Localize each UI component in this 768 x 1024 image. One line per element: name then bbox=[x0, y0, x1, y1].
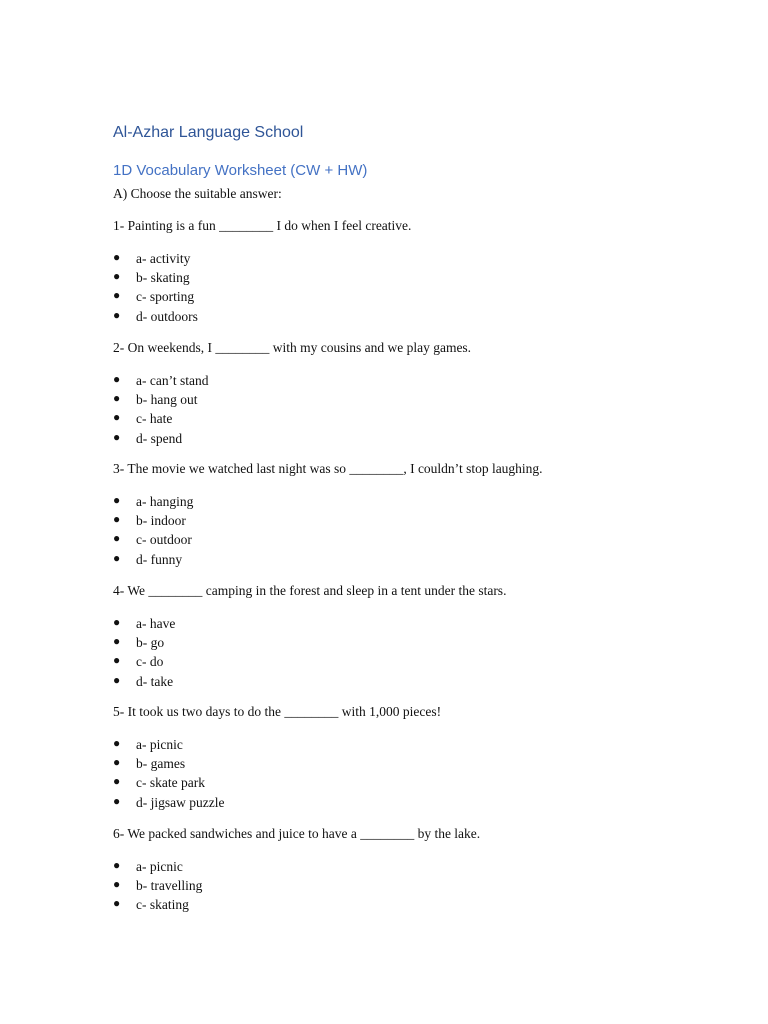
option-item bbox=[113, 614, 713, 633]
instruction-text: A) Choose the suitable answer: bbox=[113, 186, 282, 201]
option-list bbox=[113, 371, 713, 448]
option-label: d- funny bbox=[136, 551, 183, 567]
question-text: 2- On weekends, I ________ with my cousins and we play games. bbox=[113, 340, 472, 355]
bullet-icon: ● bbox=[113, 774, 121, 789]
option-item bbox=[113, 876, 713, 895]
school-name-heading: Al-Azhar Language School bbox=[113, 124, 304, 141]
question-1 bbox=[113, 217, 713, 326]
worksheet-title-heading: 1D Vocabulary Worksheet (CW + HW) bbox=[113, 162, 368, 179]
question-3 bbox=[113, 460, 713, 569]
option-item bbox=[113, 652, 713, 671]
bullet-icon: ● bbox=[113, 531, 121, 546]
option-label: a- can’t stand bbox=[136, 373, 209, 388]
option-item bbox=[113, 268, 713, 287]
bullet-icon: ● bbox=[113, 250, 121, 264]
option-item bbox=[113, 793, 713, 812]
option-list bbox=[113, 492, 713, 569]
bullet-icon: ● bbox=[113, 858, 121, 872]
option-label: d- jigsaw puzzle bbox=[136, 794, 225, 810]
question-text: 6- We packed sandwiches and juice to have a ________ by the lake. bbox=[113, 826, 481, 841]
option-list bbox=[113, 735, 713, 812]
option-label: a- hanging bbox=[136, 494, 194, 509]
option-item bbox=[113, 857, 713, 876]
option-label: b- go bbox=[136, 635, 165, 651]
option-item bbox=[113, 390, 713, 409]
option-item bbox=[113, 492, 713, 511]
bullet-icon: ● bbox=[113, 307, 121, 322]
option-item bbox=[113, 773, 713, 792]
option-item bbox=[113, 550, 713, 569]
option-label: b- games bbox=[136, 756, 186, 772]
question-4 bbox=[113, 582, 713, 691]
option-label: d- spend bbox=[136, 430, 183, 446]
bullet-icon: ● bbox=[113, 429, 121, 444]
bullet-icon: ● bbox=[113, 269, 121, 284]
option-item bbox=[113, 633, 713, 652]
option-item bbox=[113, 672, 713, 691]
option-label: c- sporting bbox=[136, 289, 195, 305]
option-item bbox=[113, 530, 713, 549]
option-label: b- travelling bbox=[136, 878, 203, 894]
question-2 bbox=[113, 339, 713, 448]
option-list bbox=[113, 614, 713, 691]
question-text: 5- It took us two days to do the ________ with 1,000 pieces! bbox=[113, 704, 442, 719]
option-item bbox=[113, 409, 713, 428]
bullet-icon: ● bbox=[113, 672, 121, 687]
bullet-icon: ● bbox=[113, 653, 121, 668]
option-label: d- take bbox=[136, 673, 174, 689]
option-label: c- skating bbox=[136, 897, 189, 913]
question-6 bbox=[113, 825, 713, 915]
option-item bbox=[113, 735, 713, 754]
option-item bbox=[113, 371, 713, 390]
option-item bbox=[113, 287, 713, 306]
bullet-icon: ● bbox=[113, 896, 121, 911]
question-text: 1- Painting is a fun ________ I do when I feel creative. bbox=[113, 218, 412, 233]
bullet-icon: ● bbox=[113, 615, 121, 629]
option-item bbox=[113, 511, 713, 530]
option-label: b- indoor bbox=[136, 513, 186, 529]
bullet-icon: ● bbox=[113, 288, 121, 303]
option-item bbox=[113, 249, 713, 268]
question-text: 4- We ________ camping in the forest and sleep in a tent under the stars. bbox=[113, 583, 507, 598]
bullet-icon: ● bbox=[113, 410, 121, 425]
bullet-icon: ● bbox=[113, 736, 121, 750]
option-label: b- skating bbox=[136, 270, 190, 286]
option-item bbox=[113, 429, 713, 448]
bullet-icon: ● bbox=[113, 550, 121, 565]
option-list bbox=[113, 857, 713, 915]
bullet-icon: ● bbox=[113, 877, 121, 892]
option-label: b- hang out bbox=[136, 392, 198, 408]
question-5 bbox=[113, 703, 713, 812]
option-list bbox=[113, 249, 713, 326]
option-label: c- outdoor bbox=[136, 532, 192, 548]
option-label: c- skate park bbox=[136, 775, 205, 791]
bullet-icon: ● bbox=[113, 512, 121, 527]
option-label: d- outdoors bbox=[136, 308, 198, 324]
bullet-icon: ● bbox=[113, 793, 121, 808]
bullet-icon: ● bbox=[113, 493, 121, 507]
bullet-icon: ● bbox=[113, 755, 121, 770]
option-label: c- hate bbox=[136, 411, 173, 427]
option-label: a- picnic bbox=[136, 737, 183, 752]
bullet-icon: ● bbox=[113, 634, 121, 649]
question-text: 3- The movie we watched last night was so ________, I couldn’t stop laughing. bbox=[113, 461, 543, 476]
bullet-icon: ● bbox=[113, 372, 121, 386]
option-label: a- have bbox=[136, 616, 176, 631]
option-item bbox=[113, 307, 713, 326]
option-item bbox=[113, 754, 713, 773]
bullet-icon: ● bbox=[113, 391, 121, 406]
option-item bbox=[113, 895, 713, 914]
option-label: a- activity bbox=[136, 251, 191, 266]
option-label: c- do bbox=[136, 654, 164, 670]
option-label: a- picnic bbox=[136, 859, 183, 874]
